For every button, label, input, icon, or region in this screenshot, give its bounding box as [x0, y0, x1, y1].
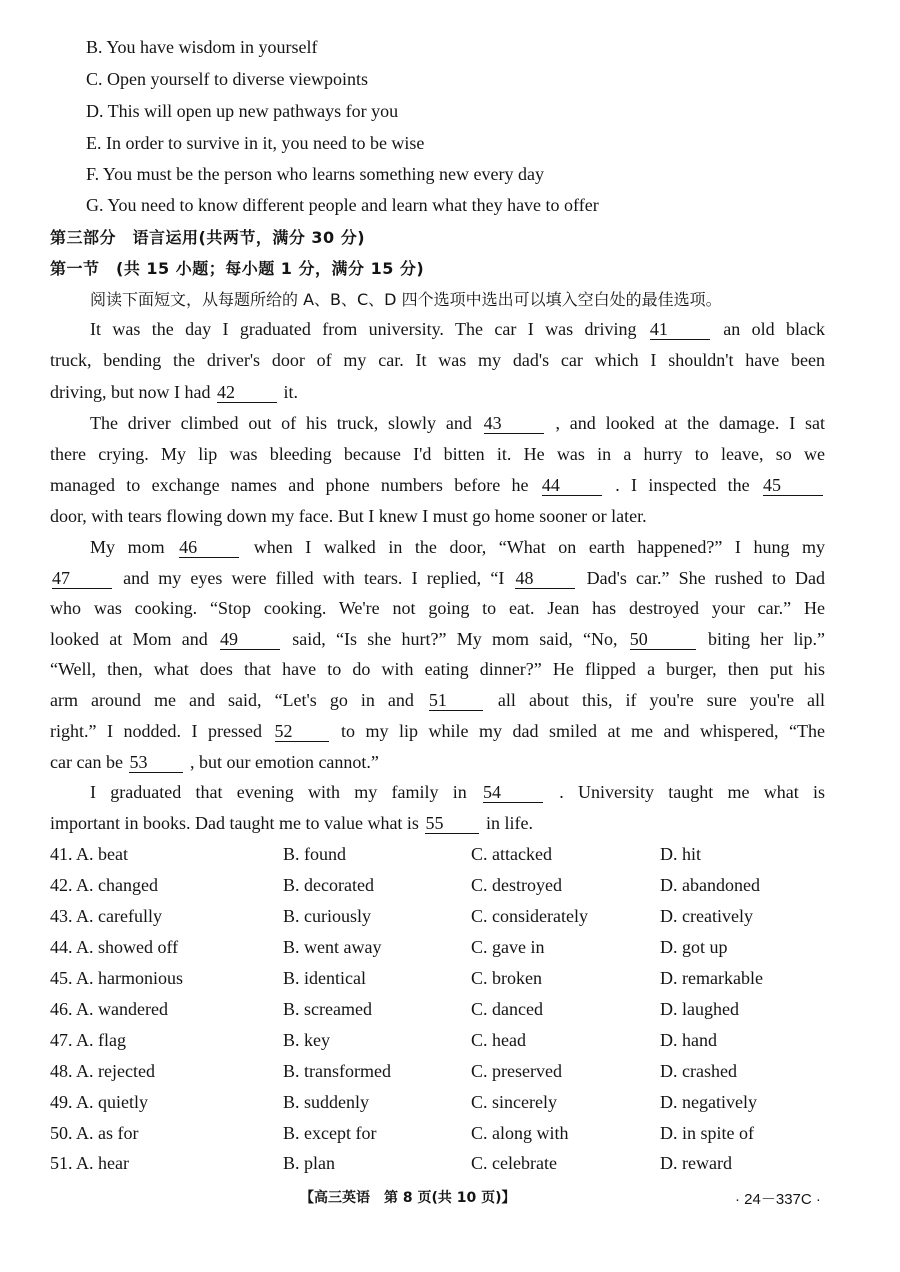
question-row	[50, 1029, 850, 1051]
blank-54: 54	[483, 782, 543, 803]
choice-d[interactable]: D. crashed	[660, 1061, 737, 1081]
choice-a[interactable]: 44. A. showed off	[50, 937, 179, 957]
choice-c[interactable]: C. along with	[471, 1123, 569, 1143]
choice-d[interactable]: D. hand	[660, 1030, 717, 1050]
blank-46: 46	[179, 537, 239, 558]
page-footer: 【高三英语 第 8 页(共 10 页)】	[300, 1190, 516, 1206]
passage-line: I graduated that evening with my family in 54 . University taught me what is	[90, 782, 826, 802]
choice-d[interactable]: D. abandoned	[660, 875, 760, 895]
choice-b[interactable]: B. curiously	[283, 906, 371, 926]
option-f: F. You must be the person who learns something new every day	[86, 164, 544, 184]
choice-c[interactable]: C. sincerely	[471, 1092, 557, 1112]
question-row	[50, 1060, 850, 1082]
choice-a[interactable]: 48. A. rejected	[50, 1061, 155, 1081]
choice-c[interactable]: C. destroyed	[471, 875, 562, 895]
choice-d[interactable]: D. negatively	[660, 1092, 757, 1112]
question-row	[50, 1152, 850, 1174]
option-c: C. Open yourself to diverse viewpoints	[86, 69, 368, 89]
option-d: D. This will open up new pathways for you	[86, 101, 399, 121]
choice-c[interactable]: C. broken	[471, 968, 542, 988]
choice-a[interactable]: 42. A. changed	[50, 875, 158, 895]
passage-line: 47 and my eyes were filled with tears. I replied, “I 48 Dad's car.” She rushed to Dad	[52, 568, 826, 588]
option-g: G. You need to know different people and learn what they have to offer	[86, 195, 599, 215]
instruction: 阅读下面短文，从每题所给的 A、B、C、D 四个选项中选出可以填入空白处的最佳选项。	[90, 290, 722, 309]
choice-a[interactable]: 50. A. as for	[50, 1123, 139, 1143]
question-row	[50, 967, 850, 989]
passage-line: managed to exchange names and phone numbers before he 44 . I inspected the 45	[50, 474, 825, 496]
choice-b[interactable]: B. transformed	[283, 1061, 391, 1081]
question-row	[50, 905, 850, 927]
choice-d[interactable]: D. creatively	[660, 906, 753, 926]
blank-45: 45	[763, 475, 823, 496]
passage-line: car can be 53 , but our emotion cannot.”	[50, 752, 379, 772]
passage-line: “Well, then, what does that have to do with eating dinner?” He flipped a burger, then put his	[50, 659, 825, 679]
passage-line: there crying. My lip was bleeding because I'd bitten it. He was in a hurry to leave, so we	[50, 444, 825, 464]
choice-b[interactable]: B. identical	[283, 968, 366, 988]
choice-d[interactable]: D. laughed	[660, 999, 739, 1019]
choice-b[interactable]: B. except for	[283, 1123, 377, 1143]
choice-a[interactable]: 41. A. beat	[50, 844, 128, 864]
choice-b[interactable]: B. went away	[283, 937, 382, 957]
blank-42: 42	[217, 382, 277, 403]
question-row	[50, 1091, 850, 1113]
passage-line: driving, but now I had 42 it.	[50, 382, 298, 402]
blank-55: 55	[425, 813, 479, 834]
blank-51: 51	[429, 690, 483, 711]
choice-a[interactable]: 43. A. carefully	[50, 906, 162, 926]
passage-line: right.” I nodded. I pressed 52 to my lip while my dad smiled at me and whispered, “The	[50, 721, 826, 741]
question-row	[50, 1122, 850, 1144]
passage-line: looked at Mom and 49 said, “Is she hurt?” My mom said, “No, 50 biting her lip.”	[50, 629, 826, 649]
choice-c[interactable]: C. gave in	[471, 937, 545, 957]
blank-41: 41	[650, 319, 710, 340]
passage-line: important in books. Dad taught me to value what is 55 in life.	[50, 813, 533, 833]
choice-d[interactable]: D. hit	[660, 844, 702, 864]
question-row	[50, 843, 850, 865]
passage-line: The driver climbed out of his truck, slowly and 43 , and looked at the damage. I sat	[90, 413, 826, 433]
question-row	[50, 874, 850, 896]
choice-c[interactable]: C. attacked	[471, 844, 552, 864]
blank-52: 52	[275, 721, 329, 742]
question-row	[50, 936, 850, 958]
choice-a[interactable]: 47. A. flag	[50, 1030, 126, 1050]
option-b: B. You have wisdom in yourself	[86, 37, 318, 57]
choice-a[interactable]: 49. A. quietly	[50, 1092, 148, 1112]
choice-a[interactable]: 51. A. hear	[50, 1153, 129, 1173]
choice-b[interactable]: B. decorated	[283, 875, 374, 895]
option-e: E. In order to survive in it, you need to be wise	[86, 133, 425, 153]
blank-48: 48	[515, 568, 575, 589]
choice-b[interactable]: B. suddenly	[283, 1092, 370, 1112]
blank-53: 53	[129, 752, 183, 773]
choice-c[interactable]: C. considerately	[471, 906, 588, 926]
choice-b[interactable]: B. found	[283, 844, 346, 864]
choice-a[interactable]: 45. A. harmonious	[50, 968, 183, 988]
choice-d[interactable]: D. got up	[660, 937, 728, 957]
passage-line: truck, bending the driver's door of my car. It was my dad's car which I shouldn't have been	[50, 350, 825, 370]
choice-c[interactable]: C. celebrate	[471, 1153, 557, 1173]
blank-50: 50	[630, 629, 696, 650]
passage-line: door, with tears flowing down my face. But I knew I must go home sooner or later.	[50, 506, 647, 526]
paper-code: · 24－337C ·	[735, 1191, 821, 1208]
choice-c[interactable]: C. preserved	[471, 1061, 562, 1081]
choice-c[interactable]: C. danced	[471, 999, 543, 1019]
choice-b[interactable]: B. screamed	[283, 999, 372, 1019]
blank-44: 44	[542, 475, 602, 496]
choice-d[interactable]: D. remarkable	[660, 968, 763, 988]
choice-a[interactable]: 46. A. wandered	[50, 999, 168, 1019]
blank-49: 49	[220, 629, 280, 650]
question-row	[50, 998, 850, 1020]
choice-d[interactable]: D. in spite of	[660, 1123, 754, 1143]
passage-line: arm around me and said, “Let's go in and 51 all about this, if you're sure you're all	[50, 690, 826, 710]
choice-c[interactable]: C. head	[471, 1030, 526, 1050]
choice-b[interactable]: B. plan	[283, 1153, 335, 1173]
blank-47: 47	[52, 568, 112, 589]
choice-d[interactable]: D. reward	[660, 1153, 732, 1173]
part3-title: 第三部分 语言运用(共两节，满分 30 分)	[50, 228, 366, 247]
passage-line: My mom 46 when I walked in the door, “What on earth happened?” I hung my	[90, 537, 826, 557]
choice-b[interactable]: B. key	[283, 1030, 330, 1050]
passage-line: It was the day I graduated from university. The car I was driving 41 an old black	[90, 319, 825, 339]
passage-line: who was cooking. “Stop cooking. We're not going to eat. Jean has destroyed your car.” He	[50, 598, 825, 618]
section1-title: 第一节 (共 15 小题；每小题 1 分，满分 15 分)	[50, 259, 425, 278]
blank-43: 43	[484, 413, 544, 434]
